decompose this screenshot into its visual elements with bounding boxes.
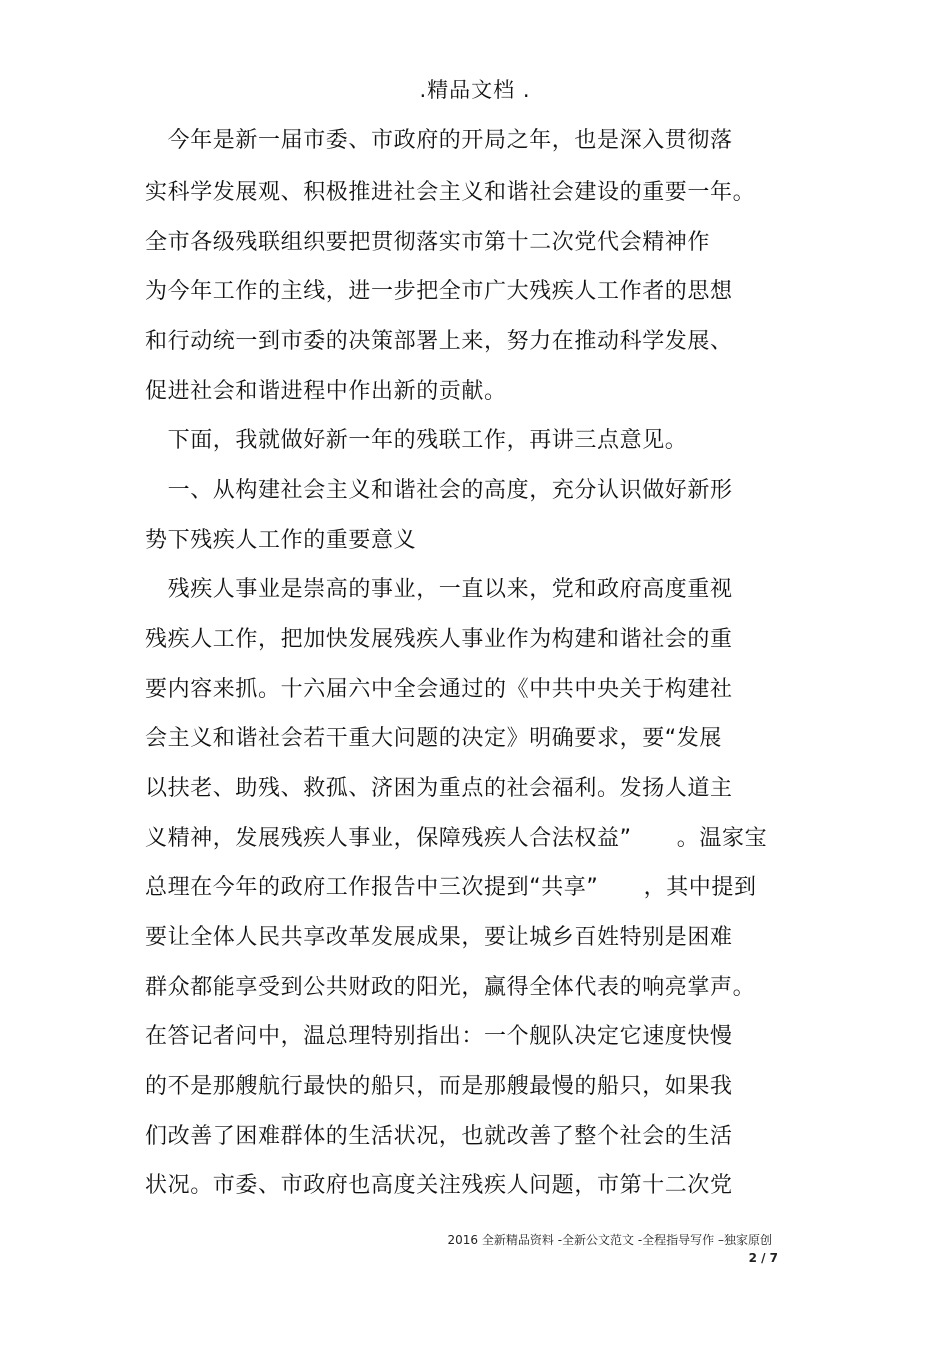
text-line: 的不是那艘航行最快的船只，而是那艘最慢的船只，如果我 [145,1074,733,1099]
text-line: 要让全体人民共享改革发展成果，要让城乡百姓特别是困难 [145,925,733,950]
text-line: 以扶老、助残、救孤、济困为重点的社会福利。发扬人道主 [145,776,733,801]
text-line: 下面，我就做好新一年的残联工作，再讲三点意见。 [145,428,688,453]
text-line: 在答记者问中，温总理特别指出：一个舰队决定它速度快慢 [145,1024,733,1049]
text-line: 全市各级残联组织要把贯彻落实市第十二次党代会精神作 [145,230,711,255]
page-number: 2 / 7 [748,1251,778,1265]
document-header: .精品文档 . [419,78,531,102]
text-line: 们改善了困难群体的生活状况，也就改善了整个社会的生活 [145,1124,733,1149]
text-line: 势下残疾人工作的重要意义 [145,528,417,553]
text-line: 总理在今年的政府工作报告中三次提到“共享” ，其中提到 [145,875,757,900]
text-line: 实科学发展观、积极推进社会主义和谐社会建设的重要一年。 [145,180,756,205]
text-line: 状况。市委、市政府也高度关注残疾人问题，市第十二次党 [145,1173,733,1198]
text-line: 残疾人工作，把加快发展残疾人事业作为构建和谐社会的重 [145,627,733,652]
text-line: 一、从构建社会主义和谐社会的高度，充分认识做好新形 [145,478,733,503]
text-line: 促进社会和谐进程中作出新的贡献。 [145,379,507,404]
text-line: 义精神，发展残疾人事业，保障残疾人合法权益” 。温家宝 [145,826,768,851]
text-line: 群众都能享受到公共财政的阳光，赢得全体代表的响亮掌声。 [145,975,756,1000]
text-line: 要内容来抓。十六届六中全会通过的《中共中央关于构建社 [145,677,733,702]
text-line: 会主义和谐社会若干重大问题的决定》明确要求，要“发展 [145,726,722,751]
text-line: 和行动统一到市委的决策部署上来，努力在推动科学发展、 [145,329,733,354]
text-line: 为今年工作的主线，进一步把全市广大残疾人工作者的思想 [145,279,733,304]
text-line: 残疾人事业是崇高的事业，一直以来，党和政府高度重视 [145,577,733,602]
footer-text: 2016 全新精品资料 -全新公文范文 -全程指导写作 –独家原创 [447,1233,772,1247]
text-line: 今年是新一届市委、市政府的开局之年，也是深入贯彻落 [145,128,733,153]
